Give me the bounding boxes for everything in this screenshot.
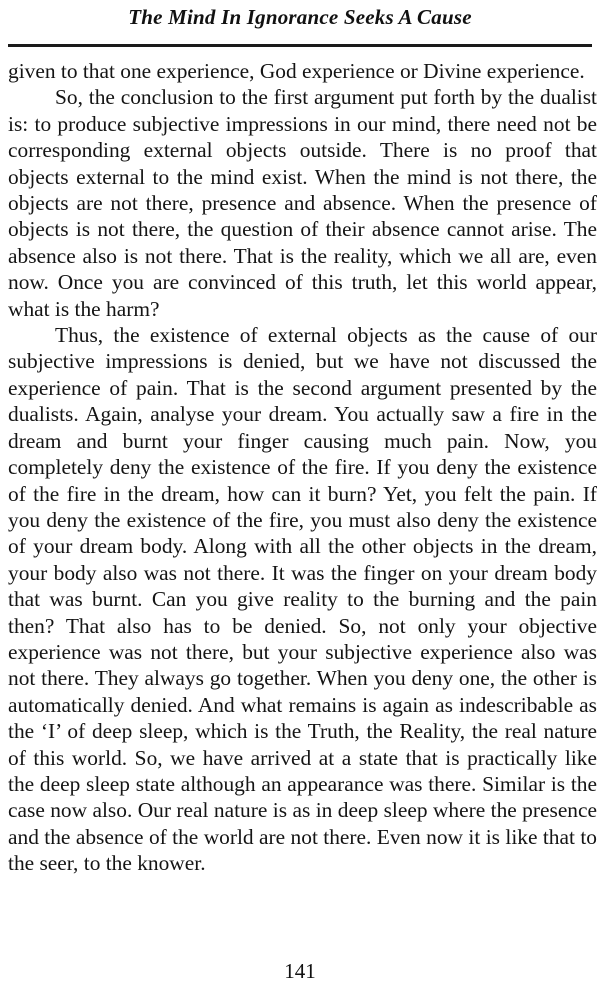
body-text	[8, 58, 597, 877]
running-header-title: The Mind In Ignorance Seeks A Cause	[128, 5, 472, 29]
paragraph-continued: given to that one experience, God experience or Divine experience.	[8, 59, 585, 83]
paragraph-conclusion-first-argument: So, the conclusion to the first argument put forth by the dualist is: to produce subjective impressions in our mind, there need not be corresponding external objects outside. There is no proof that objects external to the mind exist. When the mind is not there, the objects are not there, presence and absence. When the presence of objects is not there, the question of their absence cannot arise. The absence also is not there. That is the reality, which we all are, even now. Once you are convinced of this truth, let this world appear, what is the harm?	[8, 85, 597, 321]
header-rule	[8, 44, 592, 47]
paragraph-pain-argument: Thus, the existence of external objects as the cause of our subjective impressions is denied, but we have not discussed the experience of pain. That is the second argument presented by the dualists. Again, analyse your dream. You actually saw a fire in the dream and burnt your finger causing much pain. Now, you completely deny the existence of the fire. If you deny the existence of the fire in the dream, how can it burn? Yet, you felt the pain. If you deny the existence of the fire, you must also deny the existence of your dream body. Along with all the other objects in the dream, your body also was not there. It was the finger on your dream body that was burnt. Can you give reality to the burning and the pain then? That also has to be denied. So, not only your objective experience was not there, but your subjective experience also was not there. They always go together. When you deny one, the other is automatically denied. And what remains is again as indescribable as the ‘I’ of deep sleep, which is the Truth, the Reality, the real nature of this world. So, we have arrived at a state that is practically like the deep sleep state although an appearance was there. Similar is the case now also. Our real nature is as in deep sleep where the presence and the absence of the world are not there. Even now it is like that to the seer, to the knower.	[8, 323, 597, 876]
page-number: 141	[284, 959, 316, 983]
